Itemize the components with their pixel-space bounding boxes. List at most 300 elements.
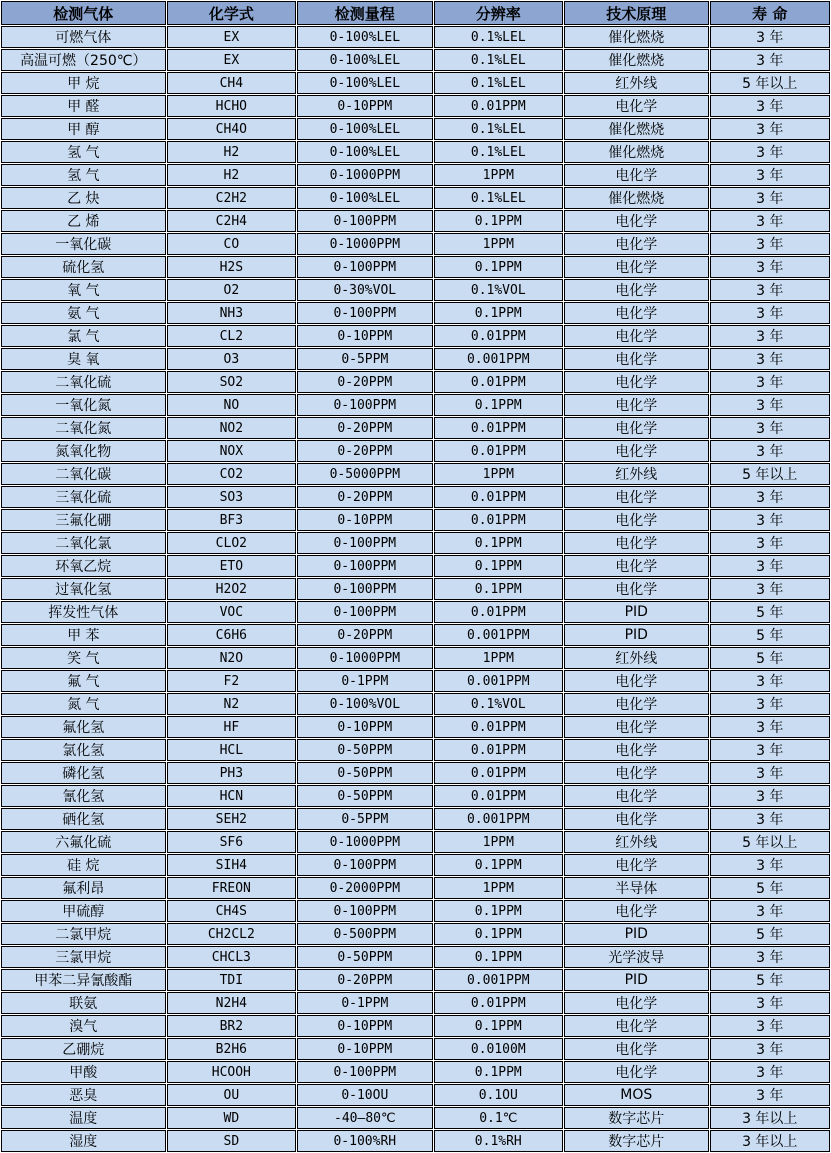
cell-range: 0-100PPM	[297, 555, 432, 577]
table-row	[1, 95, 830, 117]
cell-lifespan: 3 年	[710, 95, 830, 117]
cell-principle: 电化学	[564, 164, 709, 186]
cell-gas: 氟 气	[1, 670, 166, 692]
cell-resolution: 0.1%LEL	[434, 187, 563, 209]
cell-resolution: 1PPM	[434, 164, 563, 186]
cell-formula: ETO	[167, 555, 296, 577]
cell-gas: 一氧化氮	[1, 394, 166, 416]
cell-formula: SO2	[167, 371, 296, 393]
cell-range: 0-1PPM	[297, 992, 432, 1014]
cell-resolution: 0.1PPM	[434, 532, 563, 554]
cell-formula: NH3	[167, 302, 296, 324]
column-header-lifespan: 寿 命	[710, 1, 830, 25]
cell-range: 0-1PPM	[297, 670, 432, 692]
table-row	[1, 601, 830, 623]
cell-gas: 过氧化氢	[1, 578, 166, 600]
cell-range: 0-100%VOL	[297, 693, 432, 715]
cell-range: 0-100PPM	[297, 532, 432, 554]
table-row	[1, 371, 830, 393]
cell-range: 0-30%VOL	[297, 279, 432, 301]
cell-resolution: 1PPM	[434, 463, 563, 485]
cell-gas: 甲酸	[1, 1061, 166, 1083]
cell-gas: 温度	[1, 1107, 166, 1129]
cell-gas: 甲 醛	[1, 95, 166, 117]
cell-lifespan: 3 年	[710, 739, 830, 761]
cell-principle: PID	[564, 601, 709, 623]
table-row	[1, 118, 830, 140]
table-row	[1, 693, 830, 715]
table-row	[1, 739, 830, 761]
table-row	[1, 946, 830, 968]
cell-gas: 甲硫醇	[1, 900, 166, 922]
cell-range: 0-1000PPM	[297, 233, 432, 255]
cell-lifespan: 3 年	[710, 118, 830, 140]
cell-gas: 环氧乙烷	[1, 555, 166, 577]
cell-gas: 氢 气	[1, 164, 166, 186]
cell-principle: 电化学	[564, 509, 709, 531]
cell-principle: 催化燃烧	[564, 26, 709, 48]
table-row	[1, 992, 830, 1014]
table-row	[1, 762, 830, 784]
cell-gas: 甲 烷	[1, 72, 166, 94]
cell-gas: 二氧化碳	[1, 463, 166, 485]
cell-gas: 氯化氢	[1, 739, 166, 761]
cell-lifespan: 5 年以上	[710, 72, 830, 94]
table-row	[1, 1015, 830, 1037]
cell-formula: H2S	[167, 256, 296, 278]
cell-range: 0-100PPM	[297, 578, 432, 600]
cell-range: 0-100PPM	[297, 854, 432, 876]
cell-resolution: 0.01PPM	[434, 601, 563, 623]
cell-principle: 电化学	[564, 486, 709, 508]
cell-lifespan: 3 年	[710, 1084, 830, 1106]
table-row	[1, 854, 830, 876]
cell-resolution: 1PPM	[434, 831, 563, 853]
cell-resolution: 0.1PPM	[434, 946, 563, 968]
cell-gas: 三氯甲烷	[1, 946, 166, 968]
cell-principle: 电化学	[564, 785, 709, 807]
cell-principle: 电化学	[564, 302, 709, 324]
cell-principle: 电化学	[564, 279, 709, 301]
cell-formula: HCL	[167, 739, 296, 761]
table-body	[1, 26, 830, 1152]
cell-formula: CL2	[167, 325, 296, 347]
cell-range: 0-5000PPM	[297, 463, 432, 485]
cell-range: 0-10PPM	[297, 1015, 432, 1037]
cell-formula: SO3	[167, 486, 296, 508]
cell-lifespan: 3 年	[710, 808, 830, 830]
cell-resolution: 0.1%VOL	[434, 693, 563, 715]
cell-range: 0-100PPM	[297, 302, 432, 324]
table-row	[1, 72, 830, 94]
cell-principle: 半导体	[564, 877, 709, 899]
cell-principle: 红外线	[564, 831, 709, 853]
table-row	[1, 509, 830, 531]
cell-resolution: 0.01PPM	[434, 762, 563, 784]
cell-lifespan: 3 年	[710, 1015, 830, 1037]
cell-gas: 氢 气	[1, 141, 166, 163]
table-row	[1, 716, 830, 738]
table-row	[1, 1084, 830, 1106]
cell-formula: CHCL3	[167, 946, 296, 968]
cell-resolution: 0.1PPM	[434, 210, 563, 232]
table-row	[1, 969, 830, 991]
cell-resolution: 0.01PPM	[434, 739, 563, 761]
cell-formula: F2	[167, 670, 296, 692]
cell-gas: 甲苯二异氰酸酯	[1, 969, 166, 991]
cell-formula: HCN	[167, 785, 296, 807]
cell-formula: CO	[167, 233, 296, 255]
cell-range: 0-20PPM	[297, 371, 432, 393]
cell-principle: 电化学	[564, 95, 709, 117]
table-row	[1, 532, 830, 554]
table-row	[1, 26, 830, 48]
cell-formula: O2	[167, 279, 296, 301]
cell-range: 0-100%LEL	[297, 26, 432, 48]
cell-range: 0-2000PPM	[297, 877, 432, 899]
cell-range: 0-10PPM	[297, 1038, 432, 1060]
cell-resolution: 0.1℃	[434, 1107, 563, 1129]
cell-gas: 磷化氢	[1, 762, 166, 784]
table-row	[1, 348, 830, 370]
cell-lifespan: 3 年	[710, 49, 830, 71]
cell-resolution: 0.01PPM	[434, 325, 563, 347]
cell-resolution: 0.01PPM	[434, 486, 563, 508]
cell-resolution: 0.1%LEL	[434, 26, 563, 48]
cell-formula: NO2	[167, 417, 296, 439]
cell-gas: 恶臭	[1, 1084, 166, 1106]
cell-lifespan: 3 年	[710, 371, 830, 393]
cell-formula: B2H6	[167, 1038, 296, 1060]
cell-formula: N2H4	[167, 992, 296, 1014]
cell-range: 0-100%LEL	[297, 49, 432, 71]
cell-resolution: 0.01PPM	[434, 992, 563, 1014]
cell-range: -40—80℃	[297, 1107, 432, 1129]
cell-range: 0-20PPM	[297, 486, 432, 508]
cell-principle: MOS	[564, 1084, 709, 1106]
cell-range: 0-50PPM	[297, 785, 432, 807]
cell-resolution: 1PPM	[434, 877, 563, 899]
cell-principle: 电化学	[564, 555, 709, 577]
cell-range: 0-10PPM	[297, 716, 432, 738]
cell-lifespan: 3 年以上	[710, 1107, 830, 1129]
cell-resolution: 0.1PPM	[434, 555, 563, 577]
cell-formula: C2H4	[167, 210, 296, 232]
cell-principle: 电化学	[564, 394, 709, 416]
cell-principle: 电化学	[564, 992, 709, 1014]
cell-resolution: 0.01PPM	[434, 509, 563, 531]
table-row	[1, 785, 830, 807]
cell-lifespan: 5 年	[710, 969, 830, 991]
cell-lifespan: 5 年	[710, 923, 830, 945]
cell-range: 0-10PPM	[297, 95, 432, 117]
table-row	[1, 831, 830, 853]
table-row	[1, 187, 830, 209]
cell-principle: 电化学	[564, 210, 709, 232]
cell-lifespan: 5 年	[710, 877, 830, 899]
cell-gas: 溴气	[1, 1015, 166, 1037]
column-header-gas: 检测气体	[1, 1, 166, 25]
table-row	[1, 808, 830, 830]
table-row	[1, 394, 830, 416]
cell-gas: 一氧化碳	[1, 233, 166, 255]
cell-gas: 硅 烷	[1, 854, 166, 876]
header-row	[1, 1, 830, 25]
cell-principle: 电化学	[564, 532, 709, 554]
cell-formula: NOX	[167, 440, 296, 462]
table-row	[1, 302, 830, 324]
cell-lifespan: 3 年	[710, 417, 830, 439]
column-header-resolution: 分辨率	[434, 1, 563, 25]
cell-formula: NO	[167, 394, 296, 416]
cell-gas: 二氧化氮	[1, 417, 166, 439]
cell-range: 0-10PPM	[297, 509, 432, 531]
cell-principle: 红外线	[564, 463, 709, 485]
table-row	[1, 1107, 830, 1129]
cell-lifespan: 5 年以上	[710, 463, 830, 485]
cell-principle: 电化学	[564, 739, 709, 761]
cell-lifespan: 3 年	[710, 693, 830, 715]
cell-resolution: 0.001PPM	[434, 348, 563, 370]
cell-gas: 三氧化硫	[1, 486, 166, 508]
cell-lifespan: 3 年	[710, 164, 830, 186]
cell-gas: 乙 炔	[1, 187, 166, 209]
cell-lifespan: 3 年	[710, 785, 830, 807]
cell-resolution: 0.001PPM	[434, 670, 563, 692]
cell-gas: 氧 气	[1, 279, 166, 301]
cell-resolution: 0.01PPM	[434, 785, 563, 807]
cell-lifespan: 3 年	[710, 26, 830, 48]
cell-resolution: 0.1PPM	[434, 302, 563, 324]
table-row	[1, 647, 830, 669]
cell-range: 0-20PPM	[297, 969, 432, 991]
cell-formula: H2	[167, 164, 296, 186]
column-header-range: 检测量程	[297, 1, 432, 25]
cell-principle: 电化学	[564, 325, 709, 347]
cell-resolution: 1PPM	[434, 233, 563, 255]
cell-lifespan: 3 年	[710, 532, 830, 554]
cell-resolution: 0.1PPM	[434, 923, 563, 945]
cell-principle: 电化学	[564, 716, 709, 738]
cell-resolution: 0.1OU	[434, 1084, 563, 1106]
table-row	[1, 877, 830, 899]
cell-resolution: 0.1%VOL	[434, 279, 563, 301]
cell-gas: 臭 氧	[1, 348, 166, 370]
cell-lifespan: 3 年	[710, 670, 830, 692]
cell-lifespan: 3 年	[710, 555, 830, 577]
cell-resolution: 0.1%LEL	[434, 49, 563, 71]
cell-resolution: 0.1PPM	[434, 900, 563, 922]
table-row	[1, 486, 830, 508]
cell-formula: EX	[167, 26, 296, 48]
cell-lifespan: 3 年	[710, 279, 830, 301]
cell-formula: CH2CL2	[167, 923, 296, 945]
cell-principle: 电化学	[564, 578, 709, 600]
cell-gas: 氨 气	[1, 302, 166, 324]
cell-range: 0-50PPM	[297, 739, 432, 761]
cell-principle: 催化燃烧	[564, 187, 709, 209]
cell-lifespan: 3 年	[710, 716, 830, 738]
table-row	[1, 463, 830, 485]
cell-gas: 甲 醇	[1, 118, 166, 140]
cell-range: 0-10PPM	[297, 325, 432, 347]
cell-resolution: 0.1PPM	[434, 256, 563, 278]
cell-formula: FREON	[167, 877, 296, 899]
cell-range: 0-1000PPM	[297, 647, 432, 669]
cell-formula: CH4O	[167, 118, 296, 140]
cell-resolution: 0.001PPM	[434, 624, 563, 646]
table-row	[1, 1061, 830, 1083]
cell-resolution: 0.1%RH	[434, 1130, 563, 1152]
cell-principle: 电化学	[564, 256, 709, 278]
cell-lifespan: 3 年	[710, 187, 830, 209]
table-row	[1, 256, 830, 278]
table-row	[1, 624, 830, 646]
cell-gas: 联氨	[1, 992, 166, 1014]
cell-gas: 二氯甲烷	[1, 923, 166, 945]
cell-gas: 湿度	[1, 1130, 166, 1152]
cell-lifespan: 5 年以上	[710, 831, 830, 853]
cell-principle: 催化燃烧	[564, 49, 709, 71]
cell-principle: 数字芯片	[564, 1107, 709, 1129]
cell-lifespan: 5 年	[710, 601, 830, 623]
cell-principle: 电化学	[564, 1038, 709, 1060]
cell-principle: 光学波导	[564, 946, 709, 968]
cell-resolution: 0.1PPM	[434, 394, 563, 416]
cell-range: 0-1000PPM	[297, 164, 432, 186]
cell-principle: 数字芯片	[564, 1130, 709, 1152]
table-row	[1, 49, 830, 71]
cell-lifespan: 3 年	[710, 900, 830, 922]
cell-lifespan: 5 年	[710, 647, 830, 669]
cell-formula: SIH4	[167, 854, 296, 876]
cell-lifespan: 3 年	[710, 394, 830, 416]
cell-formula: HCOOH	[167, 1061, 296, 1083]
cell-range: 0-100PPM	[297, 900, 432, 922]
cell-gas: 氟利昂	[1, 877, 166, 899]
cell-gas: 乙 烯	[1, 210, 166, 232]
cell-principle: 电化学	[564, 900, 709, 922]
cell-range: 0-100PPM	[297, 601, 432, 623]
cell-principle: 电化学	[564, 762, 709, 784]
cell-formula: O3	[167, 348, 296, 370]
cell-gas: 三氟化硼	[1, 509, 166, 531]
cell-range: 0-20PPM	[297, 624, 432, 646]
cell-principle: PID	[564, 923, 709, 945]
cell-range: 0-100PPM	[297, 256, 432, 278]
cell-formula: BR2	[167, 1015, 296, 1037]
cell-lifespan: 3 年	[710, 992, 830, 1014]
cell-resolution: 0.1%LEL	[434, 141, 563, 163]
cell-resolution: 1PPM	[434, 647, 563, 669]
cell-lifespan: 3 年	[710, 1061, 830, 1083]
cell-range: 0-5PPM	[297, 348, 432, 370]
cell-range: 0-50PPM	[297, 946, 432, 968]
cell-formula: H2	[167, 141, 296, 163]
table-row	[1, 578, 830, 600]
cell-resolution: 0.01PPM	[434, 371, 563, 393]
cell-formula: EX	[167, 49, 296, 71]
cell-gas: 氟化氢	[1, 716, 166, 738]
cell-lifespan: 3 年	[710, 486, 830, 508]
table-row	[1, 279, 830, 301]
cell-formula: CLO2	[167, 532, 296, 554]
cell-principle: 催化燃烧	[564, 118, 709, 140]
cell-gas: 可燃气体	[1, 26, 166, 48]
cell-gas: 氮氧化物	[1, 440, 166, 462]
cell-range: 0-100%LEL	[297, 187, 432, 209]
cell-formula: SEH2	[167, 808, 296, 830]
cell-formula: SD	[167, 1130, 296, 1152]
cell-principle: 催化燃烧	[564, 141, 709, 163]
cell-resolution: 0.001PPM	[434, 808, 563, 830]
cell-lifespan: 3 年	[710, 946, 830, 968]
cell-principle: 电化学	[564, 348, 709, 370]
cell-resolution: 0.001PPM	[434, 969, 563, 991]
cell-resolution: 0.1%LEL	[434, 72, 563, 94]
cell-lifespan: 3 年	[710, 256, 830, 278]
cell-formula: OU	[167, 1084, 296, 1106]
table-row	[1, 900, 830, 922]
cell-resolution: 0.1PPM	[434, 1015, 563, 1037]
cell-formula: H2O2	[167, 578, 296, 600]
cell-range: 0-5PPM	[297, 808, 432, 830]
cell-range: 0-1000PPM	[297, 831, 432, 853]
cell-gas: 乙硼烷	[1, 1038, 166, 1060]
table-row	[1, 1038, 830, 1060]
cell-principle: PID	[564, 969, 709, 991]
cell-principle: 红外线	[564, 647, 709, 669]
cell-range: 0-100PPM	[297, 1061, 432, 1083]
cell-lifespan: 3 年	[710, 762, 830, 784]
cell-principle: 红外线	[564, 72, 709, 94]
cell-resolution: 0.01PPM	[434, 716, 563, 738]
cell-principle: 电化学	[564, 1015, 709, 1037]
cell-principle: 电化学	[564, 371, 709, 393]
cell-resolution: 0.0100M	[434, 1038, 563, 1060]
cell-formula: PH3	[167, 762, 296, 784]
cell-principle: 电化学	[564, 1061, 709, 1083]
table-row	[1, 417, 830, 439]
table-row	[1, 440, 830, 462]
cell-gas: 二氧化氯	[1, 532, 166, 554]
cell-gas: 硒化氢	[1, 808, 166, 830]
table-row	[1, 1130, 830, 1152]
cell-gas: 高温可燃（250℃）	[1, 49, 166, 71]
cell-gas: 二氧化硫	[1, 371, 166, 393]
cell-formula: HCHO	[167, 95, 296, 117]
cell-lifespan: 3 年以上	[710, 1130, 830, 1152]
cell-lifespan: 3 年	[710, 302, 830, 324]
cell-formula: N2O	[167, 647, 296, 669]
cell-gas: 氯 气	[1, 325, 166, 347]
cell-gas: 甲 苯	[1, 624, 166, 646]
cell-gas: 六氟化硫	[1, 831, 166, 853]
cell-range: 0-100%LEL	[297, 72, 432, 94]
cell-range: 0-20PPM	[297, 417, 432, 439]
cell-formula: WD	[167, 1107, 296, 1129]
cell-formula: SF6	[167, 831, 296, 853]
cell-range: 0-100%LEL	[297, 118, 432, 140]
cell-formula: BF3	[167, 509, 296, 531]
cell-resolution: 0.1%LEL	[434, 118, 563, 140]
cell-range: 0-100%RH	[297, 1130, 432, 1152]
cell-formula: C2H2	[167, 187, 296, 209]
cell-formula: CH4	[167, 72, 296, 94]
cell-lifespan: 3 年	[710, 578, 830, 600]
cell-gas: 氮 气	[1, 693, 166, 715]
cell-principle: 电化学	[564, 440, 709, 462]
